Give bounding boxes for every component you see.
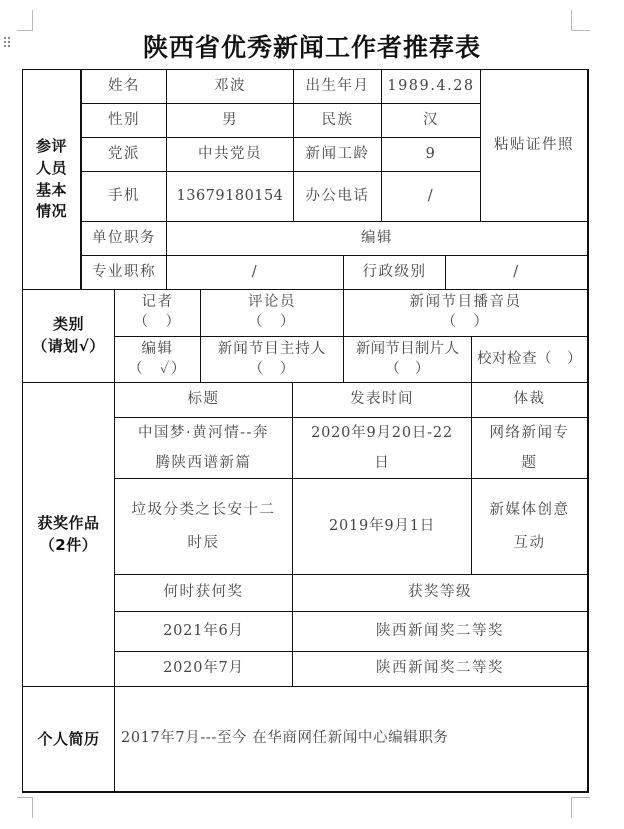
party-value[interactable]: 中共党员: [166, 137, 294, 172]
page-corner-mark-bottom-right: [571, 797, 590, 818]
work-row-1-title: [114, 417, 293, 479]
news-years-label: 新闻工龄: [293, 137, 382, 172]
pro-title-value[interactable]: /: [166, 255, 344, 290]
category-option-editor[interactable]: [114, 336, 201, 383]
office-phone-value[interactable]: /: [381, 171, 481, 222]
option-label: 新闻节目主持人: [217, 340, 327, 357]
admin-level-label: 行政级别: [343, 255, 446, 290]
category-option-host[interactable]: [200, 336, 344, 383]
works-section-label: [22, 382, 115, 687]
cell-line: 日: [374, 455, 390, 471]
checkmark-slot[interactable]: （ ）: [248, 360, 296, 377]
option-label: 新闻节目播音员: [409, 294, 522, 311]
label-line: （2件）: [39, 535, 98, 554]
resume-text[interactable]: 2017年7月---至今 在华商网任新闻中心编辑职务: [114, 686, 588, 792]
ethnicity-label: 民族: [293, 103, 382, 138]
works-header-publish-time: 发表时间: [292, 382, 472, 418]
mobile-value[interactable]: 13679180154: [166, 171, 294, 222]
checkmark-slot-checked[interactable]: （ ✓）: [128, 360, 187, 377]
label-line: 类别: [52, 315, 84, 334]
work-row-2-publish-time: 2019年9月1日: [292, 478, 472, 575]
checkmark-slot[interactable]: （ ）: [385, 360, 430, 377]
work-row-2-title: [114, 478, 293, 575]
checkmark-slot[interactable]: （ ）: [133, 314, 182, 330]
awards-header-when: 何时获何奖: [114, 574, 293, 612]
cell-line: 腾陕西谱新篇: [155, 455, 252, 471]
pro-title-label: 专业职称: [81, 255, 167, 290]
party-label: 党派: [81, 137, 167, 172]
office-phone-label: 办公电话: [293, 171, 382, 222]
option-label: 评论员: [248, 294, 296, 311]
award-row-1-level: 陕西新闻奖二等奖: [292, 611, 588, 652]
work-row-2-genre: [471, 478, 588, 575]
birth-label: 出生年月: [293, 69, 382, 104]
cell-line: 题: [521, 455, 538, 471]
award-row-2-level: 陕西新闻奖二等奖: [292, 651, 588, 687]
label-line: 人员: [35, 158, 67, 177]
award-row-1-when: 2021年6月: [114, 611, 293, 652]
awards-header-level: 获奖等级: [292, 574, 588, 612]
works-header-title: 标题: [114, 382, 293, 418]
cell-line: 新媒体创意: [489, 501, 570, 518]
birth-value[interactable]: 1989.4.28: [381, 69, 481, 104]
category-option-producer[interactable]: [343, 336, 472, 383]
photo-placeholder[interactable]: 粘贴证件照: [480, 69, 588, 222]
option-label: 编辑: [141, 340, 174, 357]
name-value[interactable]: 邓波: [166, 69, 294, 104]
award-row-2-when: 2020年7月: [114, 651, 293, 687]
checkmark-slot[interactable]: （ ）: [441, 314, 490, 330]
label-line: （请划√）: [32, 337, 105, 355]
page-corner-mark-bottom-left: [17, 797, 33, 818]
cell-line: 2020年9月20日-22: [311, 425, 453, 441]
cell-line: 时辰: [187, 534, 220, 551]
label-line: 基本: [35, 180, 67, 199]
checkmark-slot[interactable]: （ ）: [248, 314, 296, 330]
category-option-commentator[interactable]: [200, 289, 344, 337]
category-option-proofreader[interactable]: 校对检查（ ）: [471, 336, 588, 383]
label-line: 获奖作品: [37, 513, 100, 532]
name-label: 姓名: [81, 69, 167, 104]
category-option-reporter[interactable]: [114, 289, 201, 337]
option-label: 记者: [141, 294, 174, 311]
cell-line: 垃圾分类之长安十二: [131, 501, 276, 518]
category-option-announcer[interactable]: [343, 289, 588, 337]
position-label: 单位职务: [81, 221, 167, 256]
mobile-label: 手机: [81, 171, 167, 222]
resume-section-label: 个人简历: [22, 686, 115, 792]
cell-line: 中国梦·黄河情--奔: [138, 425, 269, 441]
cell-line: 互动: [513, 534, 546, 551]
gender-label: 性别: [81, 103, 167, 138]
position-value[interactable]: 编辑: [166, 221, 588, 256]
label-line: 情况: [35, 202, 67, 221]
document-title: 陕西省优秀新闻工作者推荐表: [142, 33, 481, 62]
ethnicity-value[interactable]: 汉: [381, 103, 481, 138]
work-row-1-genre: [471, 417, 588, 479]
option-label: 新闻节目制片人: [355, 340, 460, 357]
basic-info-section-label: [22, 69, 81, 290]
category-section-label: [22, 289, 115, 383]
cell-line: 网络新闻专: [489, 425, 570, 441]
label-line: 参评: [35, 137, 67, 155]
gender-value[interactable]: 男: [166, 103, 294, 138]
admin-level-value[interactable]: /: [445, 255, 588, 290]
works-header-genre: 体裁: [471, 382, 588, 418]
news-years-value[interactable]: 9: [381, 137, 481, 172]
work-row-1-publish-time: [292, 417, 472, 479]
